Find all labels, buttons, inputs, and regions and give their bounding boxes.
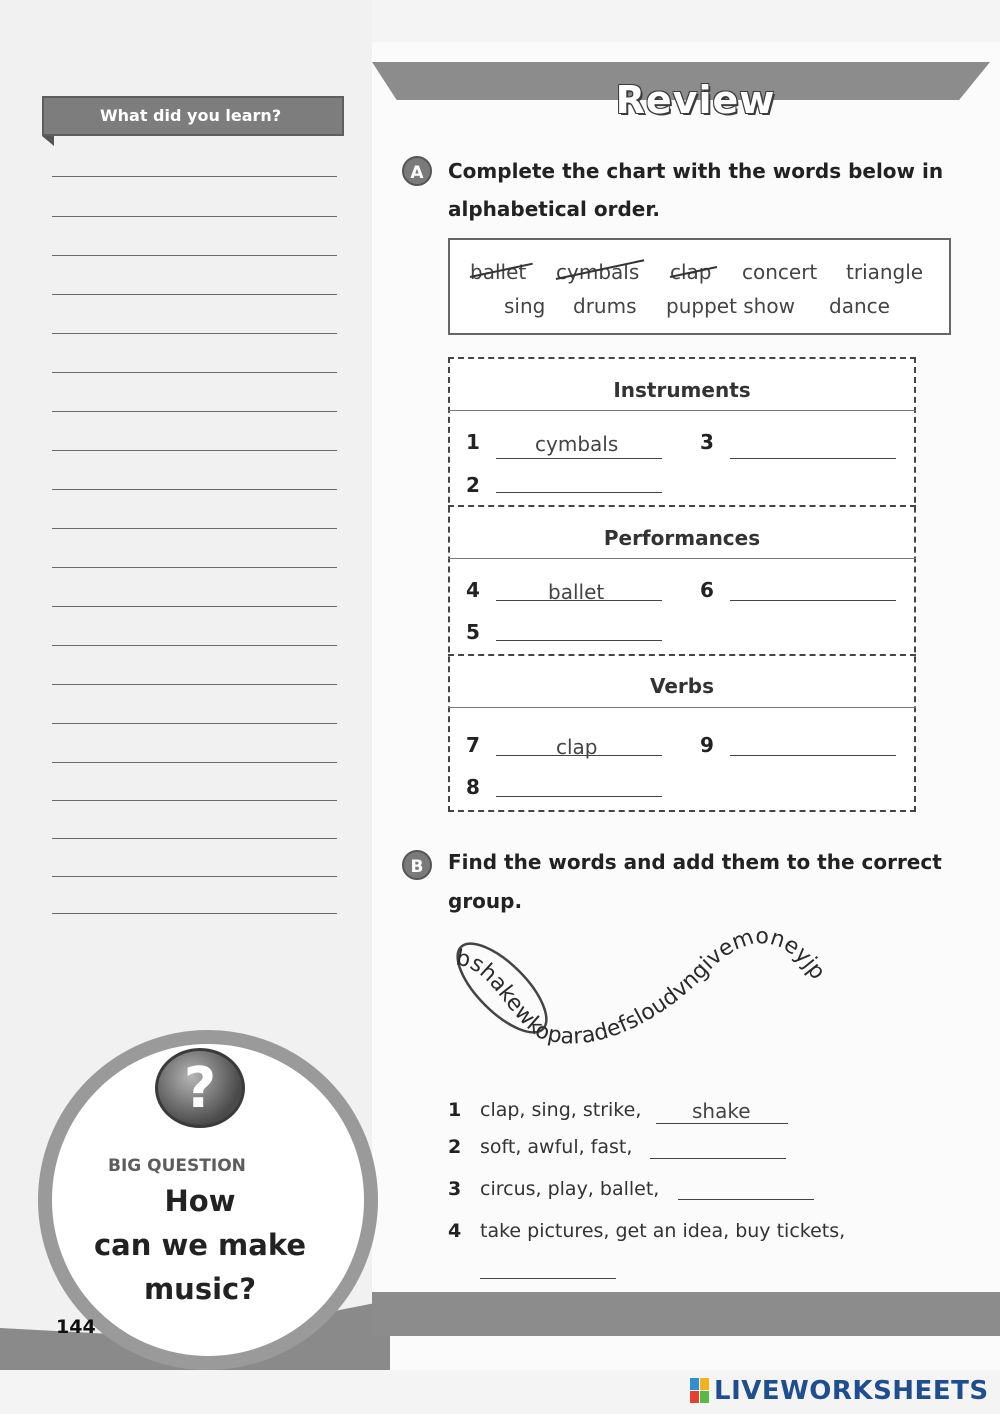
writing-line[interactable] [52,216,337,217]
section-b-instruction: Find the words and add them to the correct [448,850,942,874]
item-number: 1 [448,1099,462,1121]
group-words: clap, sing, strike, [480,1099,642,1121]
section-a-instruction: Complete the chart with the words below in [448,159,944,183]
chart-divider [448,654,916,656]
answer-text: shake [692,1099,751,1123]
section-b-instruction: group. [448,889,523,913]
answer-blank[interactable] [678,1199,814,1200]
chart-heading-rule [448,410,916,411]
big-question-line: music? [143,1272,257,1306]
page-number: 144 [56,1316,96,1338]
word-bank-item: ballet [470,260,527,284]
chart-heading-instruments: Instruments [613,378,751,402]
chart-heading-performances: Performances [603,526,761,550]
big-question-line: can we make [93,1228,307,1262]
word-chart [448,357,916,812]
chart-divider [448,505,916,507]
answer-blank[interactable] [496,640,662,641]
answer-blank[interactable] [496,492,662,493]
writing-line[interactable] [52,450,337,451]
letter-snake-text [454,924,830,1049]
letter-snake-letters: bshakewkoparadefsloudvngivemoneyjp [453,924,830,1050]
answer-text: ballet [548,580,605,604]
answer-blank[interactable] [730,755,896,756]
writing-line[interactable] [52,723,337,724]
answer-blank[interactable] [656,1123,788,1124]
answer-blank[interactable] [730,458,896,459]
word-bank-item: sing [504,294,546,318]
section-a-instruction: alphabetical order. [448,197,660,221]
answer-blank[interactable] [480,1278,616,1279]
answer-blank[interactable] [496,755,662,756]
word-bank-item: clap [670,260,712,284]
word-bank-item: concert [742,260,818,284]
writing-line[interactable] [52,294,337,295]
answer-blank[interactable] [730,600,896,601]
item-number: 4 [466,578,480,602]
item-number: 3 [700,430,714,454]
writing-line[interactable] [52,528,337,529]
letter-snake [440,920,980,1070]
writing-line[interactable] [52,606,337,607]
writing-line[interactable] [52,876,337,877]
writing-line[interactable] [52,411,337,412]
chart-heading-rule [448,558,916,559]
chart-heading-verbs: Verbs [649,674,715,698]
logo-square [690,1378,699,1390]
word-bank-item: dance [829,294,890,318]
banner-fold [42,136,54,146]
logo-square [690,1391,699,1403]
answer-text: clap [556,735,598,759]
word-bank-item: puppet show [666,294,795,318]
logo-square [700,1378,709,1390]
answer-blank[interactable] [650,1158,786,1159]
item-number: 2 [466,473,480,497]
item-number: 2 [448,1136,462,1158]
item-number: 5 [466,620,480,644]
item-number: 9 [700,733,714,757]
big-question-line: How [164,1184,236,1218]
writing-line[interactable] [52,838,337,839]
sidebar-title: What did you learn? [100,106,282,125]
item-number: 1 [466,430,480,454]
group-words: circus, play, ballet, [480,1178,660,1200]
item-number: 6 [700,578,714,602]
word-bank-item: drums [573,294,637,318]
writing-line[interactable] [52,762,337,763]
writing-line[interactable] [52,684,337,685]
writing-line[interactable] [52,372,337,373]
word-bank-item: triangle [846,260,924,284]
answer-blank[interactable] [496,600,662,601]
answer-blank[interactable] [496,458,662,459]
writing-line[interactable] [52,567,337,568]
group-words: take pictures, get an idea, buy tickets, [480,1220,846,1242]
page-title: Review [615,78,776,122]
liveworksheets-logo-icon [690,1378,710,1404]
big-question-label: BIG QUESTION [108,1156,246,1176]
writing-line[interactable] [52,255,337,256]
item-number: 7 [466,733,480,757]
writing-line[interactable] [52,333,337,334]
section-a-badge: A [402,156,432,186]
word-bank [448,238,951,335]
section-b-badge: B [402,850,432,880]
item-number: 8 [466,775,480,799]
logo-square [700,1391,709,1403]
question-mark-icon: ? [155,1048,245,1128]
bottom-banner [372,1292,1000,1336]
writing-line[interactable] [52,800,337,801]
answer-blank[interactable] [496,796,662,797]
item-number: 4 [448,1220,462,1242]
writing-line[interactable] [52,645,337,646]
watermark-text: LIVEWORKSHEETS [714,1376,989,1406]
answer-text: cymbals [535,432,619,456]
writing-line[interactable] [52,489,337,490]
chart-heading-rule [448,707,916,708]
writing-line[interactable] [52,176,337,177]
writing-line[interactable] [52,913,337,914]
word-bank-item: cymbals [556,260,640,284]
item-number: 3 [448,1178,462,1200]
group-words: soft, awful, fast, [480,1136,633,1158]
